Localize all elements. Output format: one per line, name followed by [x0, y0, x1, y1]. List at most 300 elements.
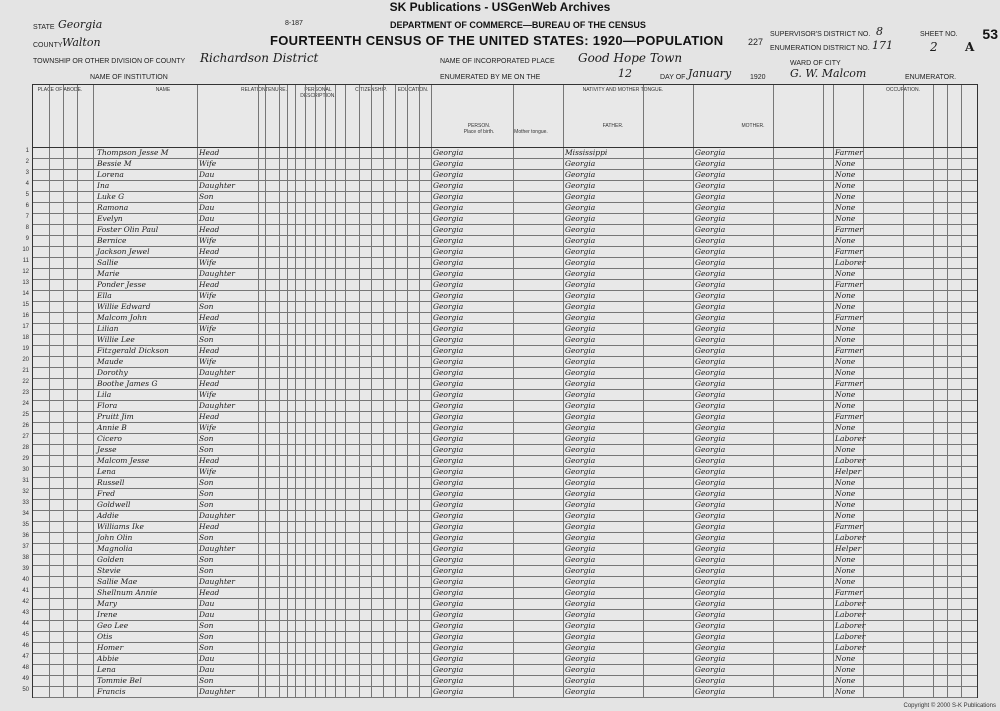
relation: Dau — [199, 665, 215, 674]
birthplace: Georgia — [433, 676, 464, 685]
relation: Son — [199, 434, 214, 443]
father-birthplace: Georgia — [565, 192, 596, 201]
grid-column-line — [371, 85, 372, 697]
occupation: Laborer — [835, 610, 866, 619]
line-number: 24 — [22, 401, 29, 407]
father-birthplace: Georgia — [565, 214, 596, 223]
person-name: Otis — [97, 632, 113, 641]
relation: Daughter — [199, 544, 235, 553]
mother-birthplace: Georgia — [695, 269, 726, 278]
census-table — [22, 84, 978, 698]
enumerated-day: 12 — [618, 67, 632, 80]
occupation: Laborer — [835, 632, 866, 641]
mother-birthplace: Georgia — [695, 159, 726, 168]
enumerated-label: ENUMERATED BY ME ON THE — [440, 74, 541, 81]
relation: Son — [199, 192, 214, 201]
father-birthplace: Georgia — [565, 522, 596, 531]
occupation: Laborer — [835, 599, 866, 608]
birthplace: Georgia — [433, 588, 464, 597]
mother-birthplace: Georgia — [695, 445, 726, 454]
incorporated-label: NAME OF INCORPORATED PLACE — [440, 58, 555, 65]
birthplace: Georgia — [433, 621, 464, 630]
person-name: Bernice — [97, 236, 127, 245]
col-citizenship-header: CITIZENSHIP. — [355, 87, 387, 93]
person-name: Willie Edward — [97, 302, 151, 311]
birthplace: Georgia — [433, 148, 464, 157]
birthplace: Georgia — [433, 555, 464, 564]
relation: Head — [199, 346, 220, 355]
occupation: None — [835, 555, 856, 564]
grid-column-line — [77, 85, 78, 697]
line-number: 14 — [22, 291, 29, 297]
line-number: 47 — [22, 654, 29, 660]
relation: Son — [199, 555, 214, 564]
line-number: 7 — [25, 214, 29, 220]
occupation: Farmer — [835, 225, 863, 234]
father-birthplace: Georgia — [565, 654, 596, 663]
father-birthplace: Georgia — [565, 489, 596, 498]
birthplace: Georgia — [433, 566, 464, 575]
father-birthplace: Georgia — [565, 302, 596, 311]
mother-birthplace: Georgia — [695, 588, 726, 597]
father-birthplace: Georgia — [565, 313, 596, 322]
relation: Daughter — [199, 368, 235, 377]
birthplace: Georgia — [433, 445, 464, 454]
occupation: Laborer — [835, 258, 866, 267]
person-name: Boothe James G — [97, 379, 158, 388]
birthplace: Georgia — [433, 654, 464, 663]
grid-row-line — [33, 697, 977, 698]
line-number: 6 — [25, 203, 29, 209]
person-name: Magnolia — [97, 544, 133, 553]
birthplace: Georgia — [433, 225, 464, 234]
grid-column-line — [643, 85, 644, 697]
grid-column-line — [359, 85, 360, 697]
occupation: Farmer — [835, 247, 863, 256]
mother-birthplace: Georgia — [695, 632, 726, 641]
line-number: 16 — [22, 313, 29, 319]
grid-column-line — [947, 85, 948, 697]
col-person-header: PERSON. — [467, 123, 491, 129]
person-name: Irene — [97, 610, 118, 619]
person-name: Geo Lee — [97, 621, 129, 630]
grid-column-line — [295, 85, 296, 697]
mother-birthplace: Georgia — [695, 214, 726, 223]
birthplace: Georgia — [433, 434, 464, 443]
person-name: Stevie — [97, 566, 121, 575]
col-mother-header: MOTHER. — [741, 123, 765, 129]
occupation: None — [835, 478, 856, 487]
birthplace: Georgia — [433, 379, 464, 388]
occupation: None — [835, 676, 856, 685]
occupation: None — [835, 159, 856, 168]
grid-column-line — [563, 85, 564, 697]
birthplace: Georgia — [433, 544, 464, 553]
col-person-tongue: Mother tongue. — [514, 129, 548, 135]
birthplace: Georgia — [433, 687, 464, 696]
person-name: Tommie Bel — [97, 676, 142, 685]
line-number: 21 — [22, 368, 29, 374]
line-number: 49 — [22, 676, 29, 682]
grid-column-line — [833, 85, 834, 697]
person-name: Annie B — [97, 423, 127, 432]
birthplace: Georgia — [433, 390, 464, 399]
father-birthplace: Georgia — [565, 533, 596, 542]
relation: Daughter — [199, 181, 235, 190]
occupation: Farmer — [835, 313, 863, 322]
birthplace: Georgia — [433, 192, 464, 201]
occupation: Farmer — [835, 412, 863, 421]
day-of-label: DAY OF — [660, 74, 686, 81]
line-number: 28 — [22, 445, 29, 451]
line-number: 3 — [25, 170, 29, 176]
relation: Dau — [199, 610, 215, 619]
mother-birthplace: Georgia — [695, 599, 726, 608]
father-birthplace: Georgia — [565, 258, 596, 267]
page-number: 227 — [748, 37, 764, 47]
state-value: Georgia — [58, 18, 103, 31]
supervisor-value: 8 — [876, 25, 883, 38]
relation: Son — [199, 500, 214, 509]
occupation: Laborer — [835, 643, 866, 652]
birthplace: Georgia — [433, 533, 464, 542]
line-number: 34 — [22, 511, 29, 517]
relation: Wife — [199, 236, 217, 245]
line-number: 36 — [22, 533, 29, 539]
occupation: None — [835, 390, 856, 399]
father-birthplace: Georgia — [565, 445, 596, 454]
person-name: Lorena — [97, 170, 124, 179]
father-birthplace: Georgia — [565, 247, 596, 256]
mother-birthplace: Georgia — [695, 192, 726, 201]
relation: Daughter — [199, 511, 235, 520]
father-birthplace: Georgia — [565, 357, 596, 366]
father-birthplace: Georgia — [565, 511, 596, 520]
relation: Head — [199, 247, 220, 256]
father-birthplace: Georgia — [565, 379, 596, 388]
grid-column-line — [407, 85, 408, 697]
father-birthplace: Georgia — [565, 478, 596, 487]
col-personal-header: PERSONAL DESCRIPTION. — [300, 87, 336, 99]
relation: Son — [199, 643, 214, 652]
grid-column-line — [315, 85, 316, 697]
relation: Head — [199, 313, 220, 322]
occupation: Farmer — [835, 588, 863, 597]
person-name: Luke G — [97, 192, 125, 201]
mother-birthplace: Georgia — [695, 478, 726, 487]
grid-column-line — [258, 85, 259, 697]
grid-column-line — [49, 85, 50, 697]
mother-birthplace: Georgia — [695, 412, 726, 421]
relation: Son — [199, 533, 214, 542]
occupation: Helper — [835, 467, 862, 476]
supervisor-label: SUPERVISOR'S DISTRICT NO. — [770, 31, 871, 38]
grid-column-line — [305, 85, 306, 697]
person-name: Sallie — [97, 258, 119, 267]
line-number: 23 — [22, 390, 29, 396]
birthplace: Georgia — [433, 665, 464, 674]
birthplace: Georgia — [433, 214, 464, 223]
department-heading: DEPARTMENT OF COMMERCE—BUREAU OF THE CENSUS — [390, 20, 646, 30]
grid-column-line — [961, 85, 962, 697]
mother-birthplace: Georgia — [695, 225, 726, 234]
mother-birthplace: Georgia — [695, 665, 726, 674]
line-number: 26 — [22, 423, 29, 429]
col-person-birth: Place of birth. — [463, 129, 495, 135]
birthplace: Georgia — [433, 478, 464, 487]
line-number: 39 — [22, 566, 29, 572]
occupation: None — [835, 654, 856, 663]
grid-column-line — [383, 85, 384, 697]
archive-banner: SK Publications - USGenWeb Archives — [389, 0, 611, 14]
mother-birthplace: Georgia — [695, 170, 726, 179]
relation: Wife — [199, 390, 217, 399]
relation: Son — [199, 489, 214, 498]
mother-birthplace: Georgia — [695, 280, 726, 289]
county-label: COUNTY — [33, 42, 63, 49]
line-number: 18 — [22, 335, 29, 341]
grid-column-line — [903, 85, 904, 697]
mother-birthplace: Georgia — [695, 302, 726, 311]
grid-column-line — [345, 85, 346, 697]
grid-column-line — [197, 85, 198, 697]
township-label: TOWNSHIP OR OTHER DIVISION OF COUNTY — [33, 58, 186, 65]
relation: Wife — [199, 258, 217, 267]
occupation: None — [835, 566, 856, 575]
mother-birthplace: Georgia — [695, 335, 726, 344]
person-name: Foster Olin Paul — [97, 225, 159, 234]
col-occupation-header: OCCUPATION. — [886, 87, 920, 93]
line-number: 8 — [25, 225, 29, 231]
occupation: None — [835, 423, 856, 432]
enum-district-value: 171 — [872, 39, 893, 52]
father-birthplace: Georgia — [565, 555, 596, 564]
father-birthplace: Mississippi — [565, 148, 608, 157]
person-name: Flora — [97, 401, 118, 410]
birthplace: Georgia — [433, 412, 464, 421]
father-birthplace: Georgia — [565, 544, 596, 553]
birthplace: Georgia — [433, 247, 464, 256]
relation: Head — [199, 225, 220, 234]
father-birthplace: Georgia — [565, 687, 596, 696]
person-name: Lena — [97, 665, 116, 674]
birthplace: Georgia — [433, 599, 464, 608]
person-name: Dorothy — [97, 368, 128, 377]
person-name: Shellnum Annie — [97, 588, 158, 597]
birthplace: Georgia — [433, 313, 464, 322]
occupation: None — [835, 236, 856, 245]
col-education-header: EDUCATION. — [397, 87, 429, 93]
occupation: Farmer — [835, 148, 863, 157]
col-name-header: NAME — [155, 87, 171, 93]
enumerator-label: ENUMERATOR. — [905, 74, 957, 81]
grid-column-line — [93, 85, 94, 697]
person-name: Lilian — [97, 324, 119, 333]
person-name: Lila — [97, 390, 112, 399]
birthplace: Georgia — [433, 456, 464, 465]
occupation: None — [835, 489, 856, 498]
person-name: Malcom Jesse — [97, 456, 150, 465]
birthplace: Georgia — [433, 302, 464, 311]
occupation: Farmer — [835, 522, 863, 531]
grid-column-line — [287, 85, 288, 697]
grid-column-line — [265, 85, 266, 697]
person-name: Lena — [97, 467, 116, 476]
person-name: Jesse — [97, 445, 117, 454]
incorporated-value: Good Hope Town — [578, 51, 683, 65]
line-number: 9 — [25, 236, 29, 242]
relation: Son — [199, 335, 214, 344]
mother-birthplace: Georgia — [695, 654, 726, 663]
father-birthplace: Georgia — [565, 412, 596, 421]
line-number: 48 — [22, 665, 29, 671]
father-birthplace: Georgia — [565, 170, 596, 179]
birthplace: Georgia — [433, 324, 464, 333]
grid-column-line — [431, 85, 432, 697]
birthplace: Georgia — [433, 500, 464, 509]
father-birthplace: Georgia — [565, 390, 596, 399]
person-name: Ina — [97, 181, 110, 190]
line-number: 46 — [22, 643, 29, 649]
line-number: 38 — [22, 555, 29, 561]
person-name: Goldwell — [97, 500, 131, 509]
relation: Son — [199, 566, 214, 575]
sheet-label: SHEET NO. — [920, 31, 958, 38]
father-birthplace: Georgia — [565, 599, 596, 608]
line-number: 20 — [22, 357, 29, 363]
mother-birthplace: Georgia — [695, 577, 726, 586]
line-number: 17 — [22, 324, 29, 330]
mother-birthplace: Georgia — [695, 203, 726, 212]
occupation: None — [835, 445, 856, 454]
county-value: Walton — [62, 36, 101, 49]
person-name: Mary — [97, 599, 117, 608]
mother-birthplace: Georgia — [695, 522, 726, 531]
occupation: None — [835, 170, 856, 179]
relation: Head — [199, 522, 220, 531]
mother-birthplace: Georgia — [695, 456, 726, 465]
person-name: Cicero — [97, 434, 122, 443]
sheet-letter: A — [965, 40, 975, 54]
father-birthplace: Georgia — [565, 643, 596, 652]
col-father-header: FATHER. — [602, 123, 624, 129]
occupation: None — [835, 500, 856, 509]
occupation: Laborer — [835, 533, 866, 542]
mother-birthplace: Georgia — [695, 489, 726, 498]
person-name: Bessie M — [97, 159, 132, 168]
mother-birthplace: Georgia — [695, 236, 726, 245]
line-number: 15 — [22, 302, 29, 308]
relation: Son — [199, 676, 214, 685]
line-number: 40 — [22, 577, 29, 583]
line-number: 4 — [25, 181, 29, 187]
grid-column-line — [279, 85, 280, 697]
grid-column-line — [933, 85, 934, 697]
township-value: Richardson District — [200, 51, 319, 65]
relation: Wife — [199, 423, 217, 432]
relation: Wife — [199, 357, 217, 366]
person-name: John Olin — [97, 533, 133, 542]
birthplace: Georgia — [433, 401, 464, 410]
relation: Wife — [199, 159, 217, 168]
birthplace: Georgia — [433, 280, 464, 289]
mother-birthplace: Georgia — [695, 676, 726, 685]
line-number: 37 — [22, 544, 29, 550]
birthplace: Georgia — [433, 203, 464, 212]
mother-birthplace: Georgia — [695, 390, 726, 399]
grid-column-line — [395, 85, 396, 697]
person-name: Marie — [97, 269, 120, 278]
father-birthplace: Georgia — [565, 291, 596, 300]
relation: Dau — [199, 599, 215, 608]
father-birthplace: Georgia — [565, 181, 596, 190]
person-name: Pruitt Jim — [97, 412, 134, 421]
sheet-value: 2 — [930, 40, 938, 54]
corner-number: 53 — [982, 26, 998, 42]
birthplace: Georgia — [433, 423, 464, 432]
birthplace: Georgia — [433, 610, 464, 619]
father-birthplace: Georgia — [565, 368, 596, 377]
person-name: Fred — [97, 489, 116, 498]
person-name: Maude — [97, 357, 124, 366]
relation: Son — [199, 445, 214, 454]
birthplace: Georgia — [433, 632, 464, 641]
mother-birthplace: Georgia — [695, 181, 726, 190]
father-birthplace: Georgia — [565, 434, 596, 443]
grid-column-line — [513, 85, 514, 697]
line-number: 1 — [25, 148, 29, 154]
year-label: 1920 — [750, 74, 766, 81]
line-number: 41 — [22, 588, 29, 594]
line-number: 22 — [22, 379, 29, 385]
copyright-footer: Copyright © 2000 S-K Publications — [903, 703, 996, 709]
person-name: Ramona — [97, 203, 129, 212]
line-number: 30 — [22, 467, 29, 473]
grid-column-line — [773, 85, 774, 697]
father-birthplace: Georgia — [565, 676, 596, 685]
col-tenure-header: TENURE. — [265, 87, 287, 93]
father-birthplace: Georgia — [565, 610, 596, 619]
father-birthplace: Georgia — [565, 632, 596, 641]
mother-birthplace: Georgia — [695, 423, 726, 432]
mother-birthplace: Georgia — [695, 555, 726, 564]
birthplace: Georgia — [433, 489, 464, 498]
relation: Head — [199, 379, 220, 388]
occupation: None — [835, 324, 856, 333]
line-number: 19 — [22, 346, 29, 352]
father-birthplace: Georgia — [565, 324, 596, 333]
occupation: None — [835, 687, 856, 696]
occupation: None — [835, 335, 856, 344]
father-birthplace: Georgia — [565, 203, 596, 212]
ward-label: WARD OF CITY — [790, 60, 841, 67]
person-name: Thompson Jesse M — [97, 148, 169, 157]
person-name: Homer — [97, 643, 124, 652]
line-number: 35 — [22, 522, 29, 528]
father-birthplace: Georgia — [565, 236, 596, 245]
occupation: None — [835, 511, 856, 520]
person-name: Ponder Jesse — [97, 280, 146, 289]
enumerated-month: January — [688, 67, 732, 80]
father-birthplace: Georgia — [565, 456, 596, 465]
mother-birthplace: Georgia — [695, 434, 726, 443]
relation: Son — [199, 478, 214, 487]
relation: Daughter — [199, 687, 235, 696]
father-birthplace: Georgia — [565, 269, 596, 278]
person-name: Willie Lee — [97, 335, 135, 344]
grid-column-line — [693, 85, 694, 697]
birthplace: Georgia — [433, 291, 464, 300]
